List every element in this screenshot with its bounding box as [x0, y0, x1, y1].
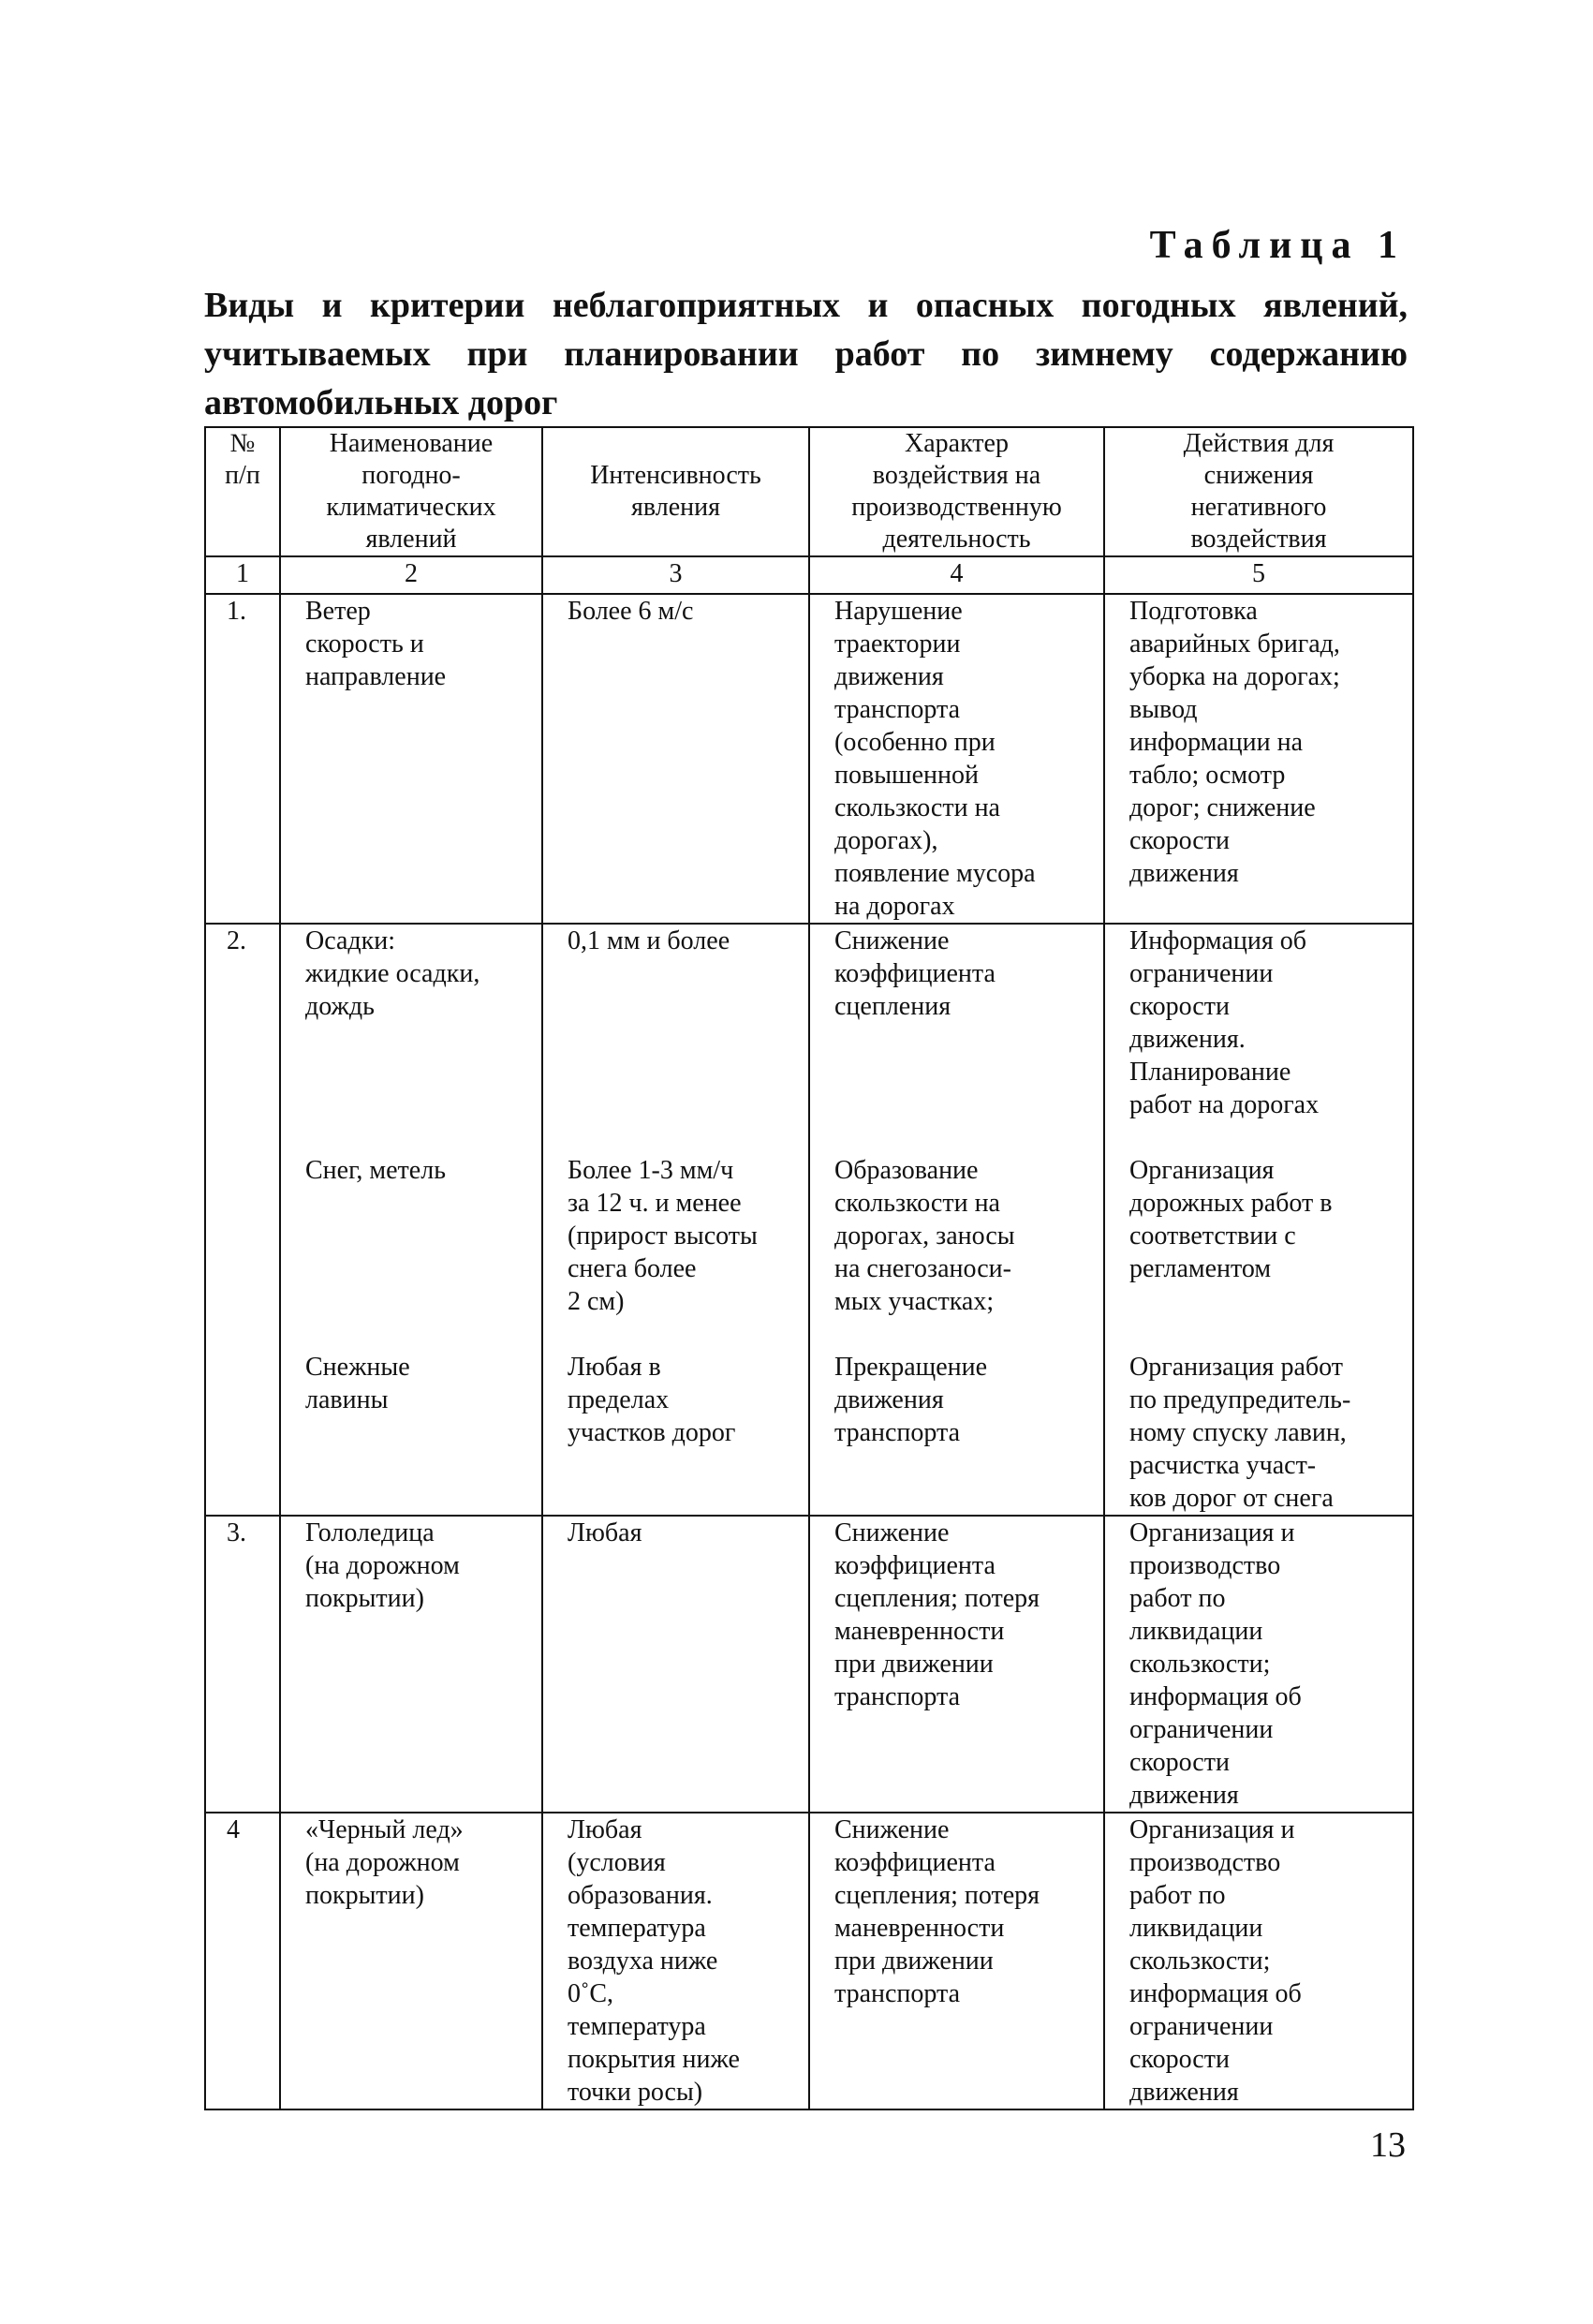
phenomenon-cell	[280, 924, 542, 1516]
cell-spacer	[305, 1680, 534, 1713]
phenomenon-cell	[280, 1516, 542, 1813]
cell-spacer	[305, 1746, 534, 1779]
column-number: 3	[542, 556, 809, 594]
cell-spacer	[834, 1449, 1096, 1482]
entry-gap	[1129, 1121, 1405, 1154]
cell-line: по предупредитель-	[1129, 1385, 1351, 1414]
cell-spacer	[305, 1285, 534, 1318]
header-line: негативного	[1190, 493, 1327, 522]
cell-line: (прирост высоты	[568, 1221, 758, 1251]
cell-line: информации на	[1129, 728, 1304, 757]
page-number: 13	[1370, 2125, 1406, 2165]
cell-line: Организация работ	[1129, 1353, 1343, 1382]
cell-line: точки росы)	[568, 2078, 703, 2107]
cell-line: температура	[568, 2012, 706, 2041]
cell-spacer	[305, 1056, 534, 1088]
cell-spacer	[568, 1482, 801, 1515]
cell-spacer	[305, 1187, 534, 1220]
cell-line: Снижение	[834, 1518, 950, 1547]
cell-line: Гололедица	[305, 1518, 435, 1547]
cell-line: мых участках;	[834, 1287, 995, 1316]
cell-line: производство	[1129, 1848, 1281, 1877]
cell-spacer	[305, 2010, 534, 2043]
cell-line: транспорта	[834, 1979, 961, 2008]
cell-line: сцепления; потеря	[834, 1584, 1040, 1613]
cell-line: Подготовка	[1129, 597, 1258, 626]
cell-line: ликвидации	[1129, 1617, 1263, 1646]
cell-spacer	[568, 792, 801, 824]
cell-line: 0˚С,	[568, 1979, 613, 2008]
cell-spacer	[305, 1779, 534, 1812]
cell-spacer	[834, 2010, 1096, 2043]
cell-spacer	[568, 890, 801, 923]
cell-line: коэффициента	[834, 1551, 996, 1580]
cell-line: на дорогах	[834, 892, 955, 921]
cell-spacer	[305, 726, 534, 759]
action-cell	[1104, 1813, 1413, 2109]
cell-spacer	[305, 2043, 534, 2076]
table-body	[205, 594, 1413, 2109]
cell-line: покрытии)	[305, 1584, 424, 1613]
phenomenon-cell	[280, 594, 542, 924]
header-intensity	[542, 427, 809, 556]
cell-line: дождь	[305, 992, 375, 1021]
cell-spacer	[1129, 1285, 1405, 1318]
header-line: деятельность	[882, 525, 1031, 554]
effect-cell	[809, 1516, 1104, 1813]
cell-line: работ по	[1129, 1584, 1226, 1613]
cell-line: Ветер	[305, 597, 371, 626]
cell-spacer	[305, 1615, 534, 1648]
cell-spacer	[305, 693, 534, 726]
cell-line: 2 см)	[568, 1287, 625, 1316]
cell-line: движения	[1129, 1781, 1239, 1810]
cell-line: Организация и	[1129, 1518, 1295, 1547]
cell-line: Нарушение	[834, 597, 963, 626]
cell-spacer	[568, 628, 801, 660]
cell-line: маневренности	[834, 1914, 1005, 1943]
table-row	[205, 1516, 1413, 1813]
effect-cell	[809, 1813, 1104, 2109]
cell-line: движения.	[1129, 1025, 1246, 1054]
header-line: Наименование	[329, 429, 494, 458]
cell-line: Прекращение	[834, 1353, 988, 1382]
cell-spacer	[568, 1088, 801, 1121]
header-line: погодно-	[361, 461, 461, 490]
cell-spacer	[1129, 890, 1405, 923]
table-row	[205, 594, 1413, 924]
table-row	[205, 924, 1413, 1516]
cell-spacer	[305, 1648, 534, 1680]
cell-line: расчистка участ-	[1129, 1451, 1317, 1480]
header-line: воздействия на	[872, 461, 1041, 490]
cell-line: пределах	[568, 1385, 670, 1414]
cell-spacer	[568, 1746, 801, 1779]
cell-line: скользкости на	[834, 1189, 1000, 1218]
cell-line: Информация об	[1129, 926, 1306, 955]
header-line: климатических	[326, 493, 496, 522]
cell-spacer	[568, 1449, 801, 1482]
cell-line: Снижение	[834, 926, 950, 955]
cell-spacer	[305, 2076, 534, 2109]
header-phenomenon	[280, 427, 542, 556]
cell-line: Планирование	[1129, 1058, 1291, 1087]
title-line-1: Виды и критерии неблагоприятных и опасных погодных явлений,	[204, 286, 1408, 325]
cell-line: «Черный лед»	[305, 1815, 464, 1844]
cell-line: скорости	[1129, 1748, 1230, 1777]
cell-line: покрытии)	[305, 1881, 424, 1910]
cell-line: появление мусора	[834, 859, 1036, 888]
cell-line: сцепления	[834, 992, 951, 1021]
cell-line: скользкости;	[1129, 1947, 1271, 1976]
row-number: 3.	[205, 1516, 280, 1813]
cell-line: дорог; снижение	[1129, 793, 1316, 822]
cell-spacer	[305, 1449, 534, 1482]
header-line: снижения	[1203, 461, 1314, 490]
cell-line: (на дорожном	[305, 1848, 460, 1877]
intensity-cell	[542, 594, 809, 924]
cell-spacer	[834, 1088, 1096, 1121]
header-line: явления	[631, 493, 720, 522]
cell-line: 0,1 мм и более	[568, 926, 730, 955]
cell-spacer	[834, 2043, 1096, 2076]
entry-gap	[834, 1318, 1096, 1351]
cell-line: скользкости;	[1129, 1650, 1271, 1679]
cell-spacer	[305, 857, 534, 890]
cell-line: скорости	[1129, 826, 1230, 855]
cell-spacer	[568, 1615, 801, 1648]
column-number: 5	[1104, 556, 1413, 594]
cell-line: ликвидации	[1129, 1914, 1263, 1943]
cell-line: сцепления; потеря	[834, 1881, 1040, 1910]
cell-line: Снежные	[305, 1353, 410, 1382]
cell-spacer	[568, 1023, 801, 1056]
cell-spacer	[568, 693, 801, 726]
cell-line: скорость и	[305, 629, 424, 659]
cell-spacer	[568, 1056, 801, 1088]
cell-line: маневренности	[834, 1617, 1005, 1646]
cell-line: Более 6 м/с	[568, 597, 694, 626]
action-cell	[1104, 1516, 1413, 1813]
entry-gap	[568, 1318, 801, 1351]
intensity-cell	[542, 924, 809, 1516]
cell-line: при движении	[834, 1947, 994, 1976]
cell-line: производство	[1129, 1551, 1281, 1580]
header-line: явлений	[365, 525, 457, 554]
cell-line: при движении	[834, 1650, 994, 1679]
cell-line: участков дорог	[568, 1418, 736, 1447]
cell-line: Снижение	[834, 1815, 950, 1844]
cell-spacer	[305, 1912, 534, 1945]
cell-spacer	[568, 1680, 801, 1713]
table-label: Таблица 1	[1149, 224, 1406, 267]
cell-spacer	[568, 990, 801, 1023]
cell-line: дорожных работ в	[1129, 1189, 1333, 1218]
cell-line: аварийных бригад,	[1129, 629, 1340, 659]
cell-line: воздуха ниже	[568, 1947, 718, 1976]
cell-line: Любая	[568, 1815, 642, 1844]
effect-cell	[809, 924, 1104, 1516]
header-effect	[809, 427, 1104, 556]
cell-line: информация об	[1129, 1682, 1302, 1711]
cell-line: ограничении	[1129, 959, 1274, 988]
cell-spacer	[834, 1779, 1096, 1812]
cell-spacer	[305, 1977, 534, 2010]
cell-spacer	[305, 1945, 534, 1977]
table-row	[205, 1813, 1413, 2109]
action-cell	[1104, 924, 1413, 1516]
cell-line: образования.	[568, 1881, 713, 1910]
cell-line: снега более	[568, 1254, 697, 1283]
cell-spacer	[568, 759, 801, 792]
cell-spacer	[305, 1416, 534, 1449]
cell-line: Осадки:	[305, 926, 396, 955]
cell-line: повышенной	[834, 761, 979, 790]
cell-spacer	[305, 1088, 534, 1121]
header-line: производственную	[851, 493, 1062, 522]
cell-spacer	[568, 1713, 801, 1746]
cell-line: ному спуску лавин,	[1129, 1418, 1347, 1447]
cell-line: соответствии с	[1129, 1221, 1296, 1251]
cell-spacer	[568, 726, 801, 759]
cell-line: Более 1-3 мм/ч	[568, 1156, 734, 1185]
phenomenon-cell	[280, 1813, 542, 2109]
cell-line: скорости	[1129, 992, 1230, 1021]
cell-line: регламентом	[1129, 1254, 1272, 1283]
cell-spacer	[834, 1746, 1096, 1779]
intensity-cell	[542, 1813, 809, 2109]
cell-spacer	[305, 792, 534, 824]
title-line-3: автомобильных дорог	[204, 383, 558, 422]
cell-line: движения	[1129, 2078, 1239, 2107]
cell-line: транспорта	[834, 1682, 961, 1711]
cell-line: лавины	[305, 1385, 389, 1414]
header-line: п/п	[225, 461, 260, 490]
cell-line: направление	[305, 662, 447, 691]
cell-spacer	[305, 1252, 534, 1285]
cell-spacer	[568, 957, 801, 990]
header-line: Действия для	[1183, 429, 1335, 458]
header-line: Интенсивность	[590, 461, 761, 490]
header-line: воздействия	[1190, 525, 1327, 554]
cell-line: Любая	[568, 1518, 642, 1547]
cell-spacer	[305, 1482, 534, 1515]
cell-line: работ на дорогах	[1129, 1090, 1320, 1119]
cell-spacer	[834, 1713, 1096, 1746]
row-number: 2.	[205, 924, 280, 1516]
cell-line: скользкости на	[834, 793, 1000, 822]
cell-spacer	[568, 857, 801, 890]
entry-gap	[834, 1121, 1096, 1154]
cell-line: транспорта	[834, 695, 961, 724]
cell-line: Образование	[834, 1156, 979, 1185]
column-number: 4	[809, 556, 1104, 594]
cell-line: дорогах, заносы	[834, 1221, 1015, 1251]
cell-line: ков дорог от снега	[1129, 1484, 1334, 1513]
table-title	[204, 281, 1408, 427]
weather-criteria-table	[204, 426, 1414, 2110]
header-action	[1104, 427, 1413, 556]
cell-line: скорости	[1129, 2045, 1230, 2074]
cell-line: на снегозаноси-	[834, 1254, 1011, 1283]
cell-line: уборка на дорогах;	[1129, 662, 1340, 691]
cell-spacer	[834, 1482, 1096, 1515]
cell-line: информация об	[1129, 1979, 1302, 2008]
cell-spacer	[305, 759, 534, 792]
cell-spacer	[834, 2076, 1096, 2109]
cell-spacer	[568, 1648, 801, 1680]
cell-spacer	[305, 1713, 534, 1746]
cell-spacer	[568, 824, 801, 857]
entry-gap	[305, 1318, 534, 1351]
table-header-row	[205, 427, 1413, 556]
cell-line: жидкие осадки,	[305, 959, 480, 988]
column-number: 2	[280, 556, 542, 594]
cell-spacer	[834, 1023, 1096, 1056]
cell-line: табло; осмотр	[1129, 761, 1286, 790]
cell-line: покрытия ниже	[568, 2045, 740, 2074]
header-number	[205, 427, 280, 556]
cell-spacer	[568, 1779, 801, 1812]
cell-line: за 12 ч. и менее	[568, 1189, 742, 1218]
cell-spacer	[568, 660, 801, 693]
cell-line: Снег, метель	[305, 1156, 446, 1185]
cell-line: дорогах),	[834, 826, 938, 855]
header-line: №	[229, 429, 256, 458]
entry-gap	[305, 1121, 534, 1154]
cell-spacer	[568, 1582, 801, 1615]
cell-line: траектории	[834, 629, 961, 659]
entry-gap	[1129, 1318, 1405, 1351]
cell-line: коэффициента	[834, 959, 996, 988]
cell-line: вывод	[1129, 695, 1198, 724]
cell-line: ограничении	[1129, 1715, 1274, 1744]
cell-line: (условия	[568, 1848, 666, 1877]
cell-spacer	[305, 824, 534, 857]
column-number: 1	[205, 556, 280, 594]
cell-spacer	[834, 1056, 1096, 1088]
cell-line: движения	[834, 1385, 944, 1414]
cell-spacer	[305, 890, 534, 923]
cell-line: движения	[834, 662, 944, 691]
title-line-2: учитываемых при планировании работ по зимнему содержанию	[204, 334, 1408, 374]
cell-line: температура	[568, 1914, 706, 1943]
row-number: 4	[205, 1813, 280, 2109]
row-number: 1.	[205, 594, 280, 924]
intensity-cell	[542, 1516, 809, 1813]
cell-line: ограничении	[1129, 2012, 1274, 2041]
cell-spacer	[568, 1549, 801, 1582]
cell-line: (на дорожном	[305, 1551, 460, 1580]
column-number-row	[205, 556, 1413, 594]
cell-line: (особенно при	[834, 728, 996, 757]
entry-gap	[568, 1121, 801, 1154]
effect-cell	[809, 594, 1104, 924]
cell-line: движения	[1129, 859, 1239, 888]
header-line: Характер	[905, 429, 1009, 458]
cell-line: транспорта	[834, 1418, 961, 1447]
cell-line: Любая в	[568, 1353, 661, 1382]
cell-line: работ по	[1129, 1881, 1226, 1910]
action-cell	[1104, 594, 1413, 924]
cell-line: Организация и	[1129, 1815, 1295, 1844]
cell-spacer	[305, 1023, 534, 1056]
cell-line: Организация	[1129, 1156, 1275, 1185]
cell-line: коэффициента	[834, 1848, 996, 1877]
cell-spacer	[305, 1220, 534, 1252]
